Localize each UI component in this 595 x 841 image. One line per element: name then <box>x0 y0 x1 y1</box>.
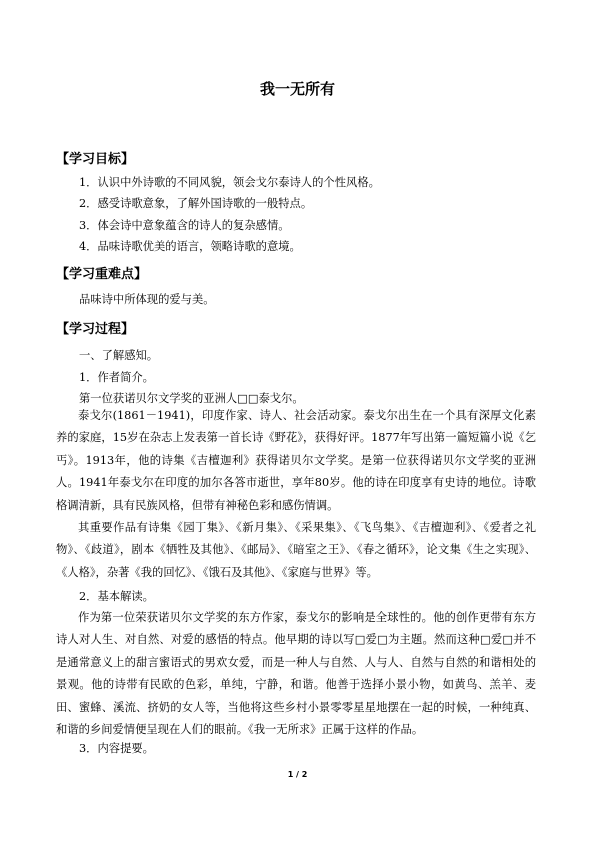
goal-item-3: 3．体会诗中意象蕴含的诗人的复杂感情。 <box>79 219 290 232</box>
document-title: 我一无所有 <box>259 80 335 98</box>
sub-step-heading: 2．基本解读。 <box>79 590 154 603</box>
works-paragraph: 其重要作品有诗集《园丁集》、《新月集》、《采果集》、《飞鸟集》、《吉檀迦利》、《爱者之礼物》、《歧道》，剧本《牺牲及其他》、《邮局》、《暗室之王》、《春之循环》，论文集《生之实现》、《人格》，杂著《我的回忆》、《饿石及其他》、《家庭与世界》等。 <box>56 521 536 579</box>
goal-item-2: 2．感受诗歌意象，了解外国诗歌的一般特点。 <box>79 197 313 210</box>
goal-item-4: 4．品味诗歌优美的语言，领略诗歌的意境。 <box>79 240 301 253</box>
goal-item-1: 1．认识中外诗歌的不同风貌，领会戈尔泰诗人的个性风格。 <box>79 176 380 189</box>
section-heading-key-points: 【学习重难点】 <box>56 267 148 282</box>
section-heading-goals: 【学习目标】 <box>56 152 135 167</box>
key-points-text: 品味诗中所体现的爱与美。 <box>79 293 215 306</box>
sub-step-heading: 1．作者简介。 <box>79 371 154 384</box>
section-heading-process: 【学习过程】 <box>56 322 135 337</box>
step-heading: 一、了解感知。 <box>79 349 159 362</box>
sub-step-heading: 3．内容提要。 <box>79 742 154 755</box>
interpretation-paragraph: 作为第一位荣获诺贝尔文学奖的东方作家，泰戈尔的影响是全球性的。他的创作更带有东方诗人对人生、对自然、对爱的感悟的特点。他早期的诗以写□爱□为主题。然而这种□爱□并不是通常意义上的甜言蜜语式的男欢女爱，而是一种人与自然、人与人、自然与自然的和谐相处的景观。他的诗带有民欧的色彩，单纯，宁静，和谐。他善于选择小景小物，如黄鸟、羔羊、麦田、蜜蜂、溪流、挤奶的女人等，当他将这些乡村小景零零星星地摆在一起的时候，一种纯真、和谐的乡间爱情便呈现在人们的眼前。《我一无所求》正属于这样的作品。 <box>56 611 536 737</box>
page-number: 1 / 2 <box>287 770 308 779</box>
biography-paragraph: 泰戈尔(1861－1941)，印度作家、诗人、社会活动家。泰戈尔出生在一个具有深厚文化素养的家庭，15岁在杂志上发表第一首长诗《野花》，获得好评。1877年写出第一篇短篇小说《乞丐》。1913年，他的诗集《吉檀迦利》获得诺贝尔文学奖。是第一位获得诺贝尔文学奖的亚洲人。1941年泰戈尔在印度的加尔各答市逝世，享年80岁。他的诗在印度享有史诗的地位。诗歌格调清新，具有民族风格，但带有神秘色彩和感伤情调。 <box>56 409 536 512</box>
first-winner-line: 第一位获诺贝尔文学奖的亚洲人□□泰戈尔。 <box>79 392 304 405</box>
